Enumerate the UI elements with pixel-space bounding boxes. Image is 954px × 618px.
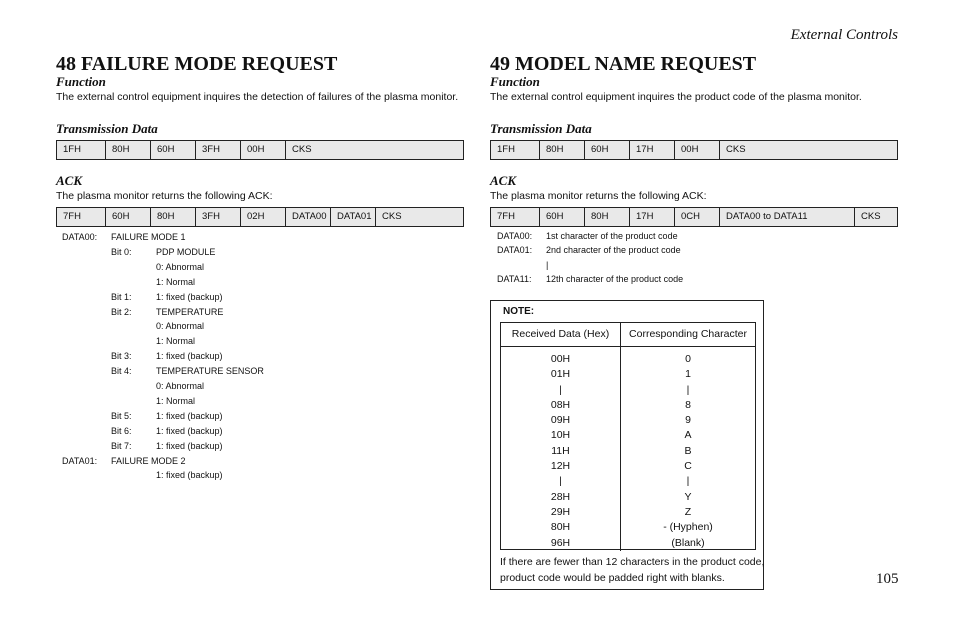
transmission-cell: 3FH: [196, 141, 241, 159]
ack-cell: 17H: [630, 208, 675, 226]
hex-char-table: [500, 322, 756, 550]
detail-col-c: TEMPERATURE SENSOR: [156, 366, 264, 377]
char-column: [621, 347, 755, 551]
left-ack-heading: ACK: [56, 173, 83, 188]
hex-value: |: [559, 475, 562, 488]
ack-cell: 7FH: [491, 208, 540, 226]
hex-value: 80H: [550, 521, 571, 534]
detail-col-c: 1: Normal: [156, 276, 196, 287]
right-ack-heading: ACK: [490, 173, 517, 188]
detail-col-c: 1: Normal: [156, 336, 196, 347]
note-footer-line1: If there are fewer than 12 characters in the product code,: [500, 556, 765, 568]
ack-cell: 02H: [241, 208, 286, 226]
hex-value: |: [559, 383, 562, 396]
char-value: B: [684, 444, 692, 457]
detail-col-a: DATA11:: [497, 273, 532, 284]
char-value: C: [684, 460, 692, 473]
left-ack-row: [56, 207, 464, 227]
hex-value: 01H: [550, 368, 571, 381]
ack-cell: 80H: [585, 208, 630, 226]
right-ack-text: The plasma monitor returns the following ACK:: [490, 190, 707, 202]
detail-col-b: 12th character of the product code: [546, 273, 684, 284]
detail-col-c: TEMPERATURE: [156, 306, 224, 317]
detail-col-c: 0: Abnormal: [156, 381, 205, 391]
detail-col-c: 1: fixed (backup): [156, 410, 223, 421]
table-header-hex: Received Data (Hex): [501, 323, 621, 346]
detail-col-c: 1: fixed (backup): [156, 351, 223, 362]
detail-col-c: 1: Normal: [156, 395, 196, 406]
char-value: 1: [685, 368, 691, 381]
detail-col-b: 2nd character of the product code: [546, 245, 681, 256]
detail-col-b: Bit 0:: [111, 246, 132, 257]
ack-cell: CKS: [861, 211, 881, 222]
detail-col-a: DATA00:: [62, 232, 98, 242]
transmission-cell: 60H: [151, 141, 196, 159]
ack-cell: 80H: [151, 208, 196, 226]
ack-cell: 60H: [106, 208, 151, 226]
detail-col-b: |: [546, 259, 549, 270]
hex-value: 10H: [550, 429, 571, 442]
note-box: [490, 300, 764, 590]
ack-cell: 7FH: [57, 208, 106, 226]
left-title: 48 FAILURE MODE REQUEST: [56, 53, 338, 75]
char-value: Z: [684, 505, 692, 518]
transmission-cell: 00H: [241, 141, 286, 159]
detail-col-c: 0: Abnormal: [156, 321, 205, 332]
char-value: 8: [685, 398, 691, 411]
table-header-char: Corresponding Character: [629, 328, 747, 340]
detail-col-b: Bit 3:: [111, 351, 132, 362]
detail-col-b: Bit 1:: [111, 291, 132, 302]
detail-col-b: FAILURE MODE 1: [111, 232, 186, 242]
hex-value: 96H: [550, 536, 571, 549]
detail-col-a: DATA01:: [497, 245, 533, 256]
detail-col-c: 1: fixed (backup): [156, 470, 223, 481]
transmission-cell: 17H: [630, 141, 675, 159]
ack-cell: DATA01: [331, 208, 376, 226]
left-function-heading: Function: [56, 74, 106, 89]
transmission-cell: CKS: [726, 144, 746, 155]
detail-col-b: 1st character of the product code: [546, 231, 678, 241]
right-function-text: The external control equipment inquires the product code of the plasma monitor.: [490, 91, 862, 103]
transmission-cell: 80H: [540, 141, 585, 159]
ack-cell: 60H: [540, 208, 585, 226]
detail-col-b: Bit 6:: [111, 425, 132, 436]
hex-value: 09H: [550, 414, 571, 427]
transmission-cell: 80H: [106, 141, 151, 159]
ack-cell: 3FH: [196, 208, 241, 226]
note-footer-line2: product code would be padded right with blanks.: [500, 572, 725, 584]
detail-col-c: PDP MODULE: [156, 246, 216, 257]
running-header: External Controls: [790, 27, 898, 43]
detail-col-b: Bit 4:: [111, 366, 132, 377]
table-header-row: [501, 323, 755, 347]
detail-col-c: 1: fixed (backup): [156, 425, 223, 436]
left-transmission-row: [56, 140, 464, 160]
detail-col-b: Bit 5:: [111, 410, 132, 421]
ack-cell: 0CH: [675, 208, 720, 226]
detail-col-b: FAILURE MODE 2: [111, 455, 186, 466]
detail-col-a: DATA00:: [497, 231, 533, 241]
detail-col-b: Bit 7:: [111, 440, 132, 451]
hex-value: 12H: [550, 460, 571, 473]
detail-col-b: Bit 2:: [111, 306, 132, 317]
page-number: 105: [876, 571, 899, 587]
hex-value: 29H: [550, 505, 571, 518]
detail-col-c: 1: fixed (backup): [156, 440, 223, 451]
hex-value: 08H: [550, 398, 571, 411]
char-value: |: [686, 383, 690, 396]
char-value: |: [686, 475, 690, 488]
hex-column: [501, 347, 621, 551]
ack-cell: DATA00: [286, 208, 331, 226]
char-value: 9: [685, 414, 691, 427]
char-value: Y: [684, 490, 692, 503]
left-function-text: The external control equipment inquires the detection of failures of the plasma monitor.: [56, 91, 459, 103]
hex-value: 00H: [550, 353, 571, 365]
note-label: NOTE:: [503, 306, 535, 317]
ack-cell: DATA00 to DATA11: [720, 208, 855, 226]
detail-col-c: 1: fixed (backup): [156, 291, 223, 302]
detail-col-c: 0: Abnormal: [156, 261, 205, 272]
hex-value: 11H: [551, 444, 570, 457]
char-value: - (Hyphen): [663, 521, 713, 534]
transmission-cell: 1FH: [491, 141, 540, 159]
transmission-cell: 60H: [585, 141, 630, 159]
right-transmission-row: [490, 140, 898, 160]
right-title: 49 MODEL NAME REQUEST: [490, 53, 757, 75]
detail-col-a: DATA01:: [62, 455, 98, 466]
char-value: (Blank): [671, 536, 705, 549]
char-value: 0: [685, 353, 691, 365]
transmission-cell: 1FH: [57, 141, 106, 159]
table-body: [501, 347, 755, 551]
char-value: A: [684, 429, 692, 442]
transmission-cell: 00H: [675, 141, 720, 159]
left-ack-text: The plasma monitor returns the following ACK:: [56, 190, 273, 202]
right-transmission-heading: Transmission Data: [490, 121, 592, 136]
ack-cell: CKS: [382, 211, 402, 222]
right-ack-row: [490, 207, 898, 227]
hex-value: 28H: [550, 490, 571, 503]
transmission-cell: CKS: [292, 144, 312, 155]
right-function-heading: Function: [490, 74, 540, 89]
left-transmission-heading: Transmission Data: [56, 121, 158, 136]
